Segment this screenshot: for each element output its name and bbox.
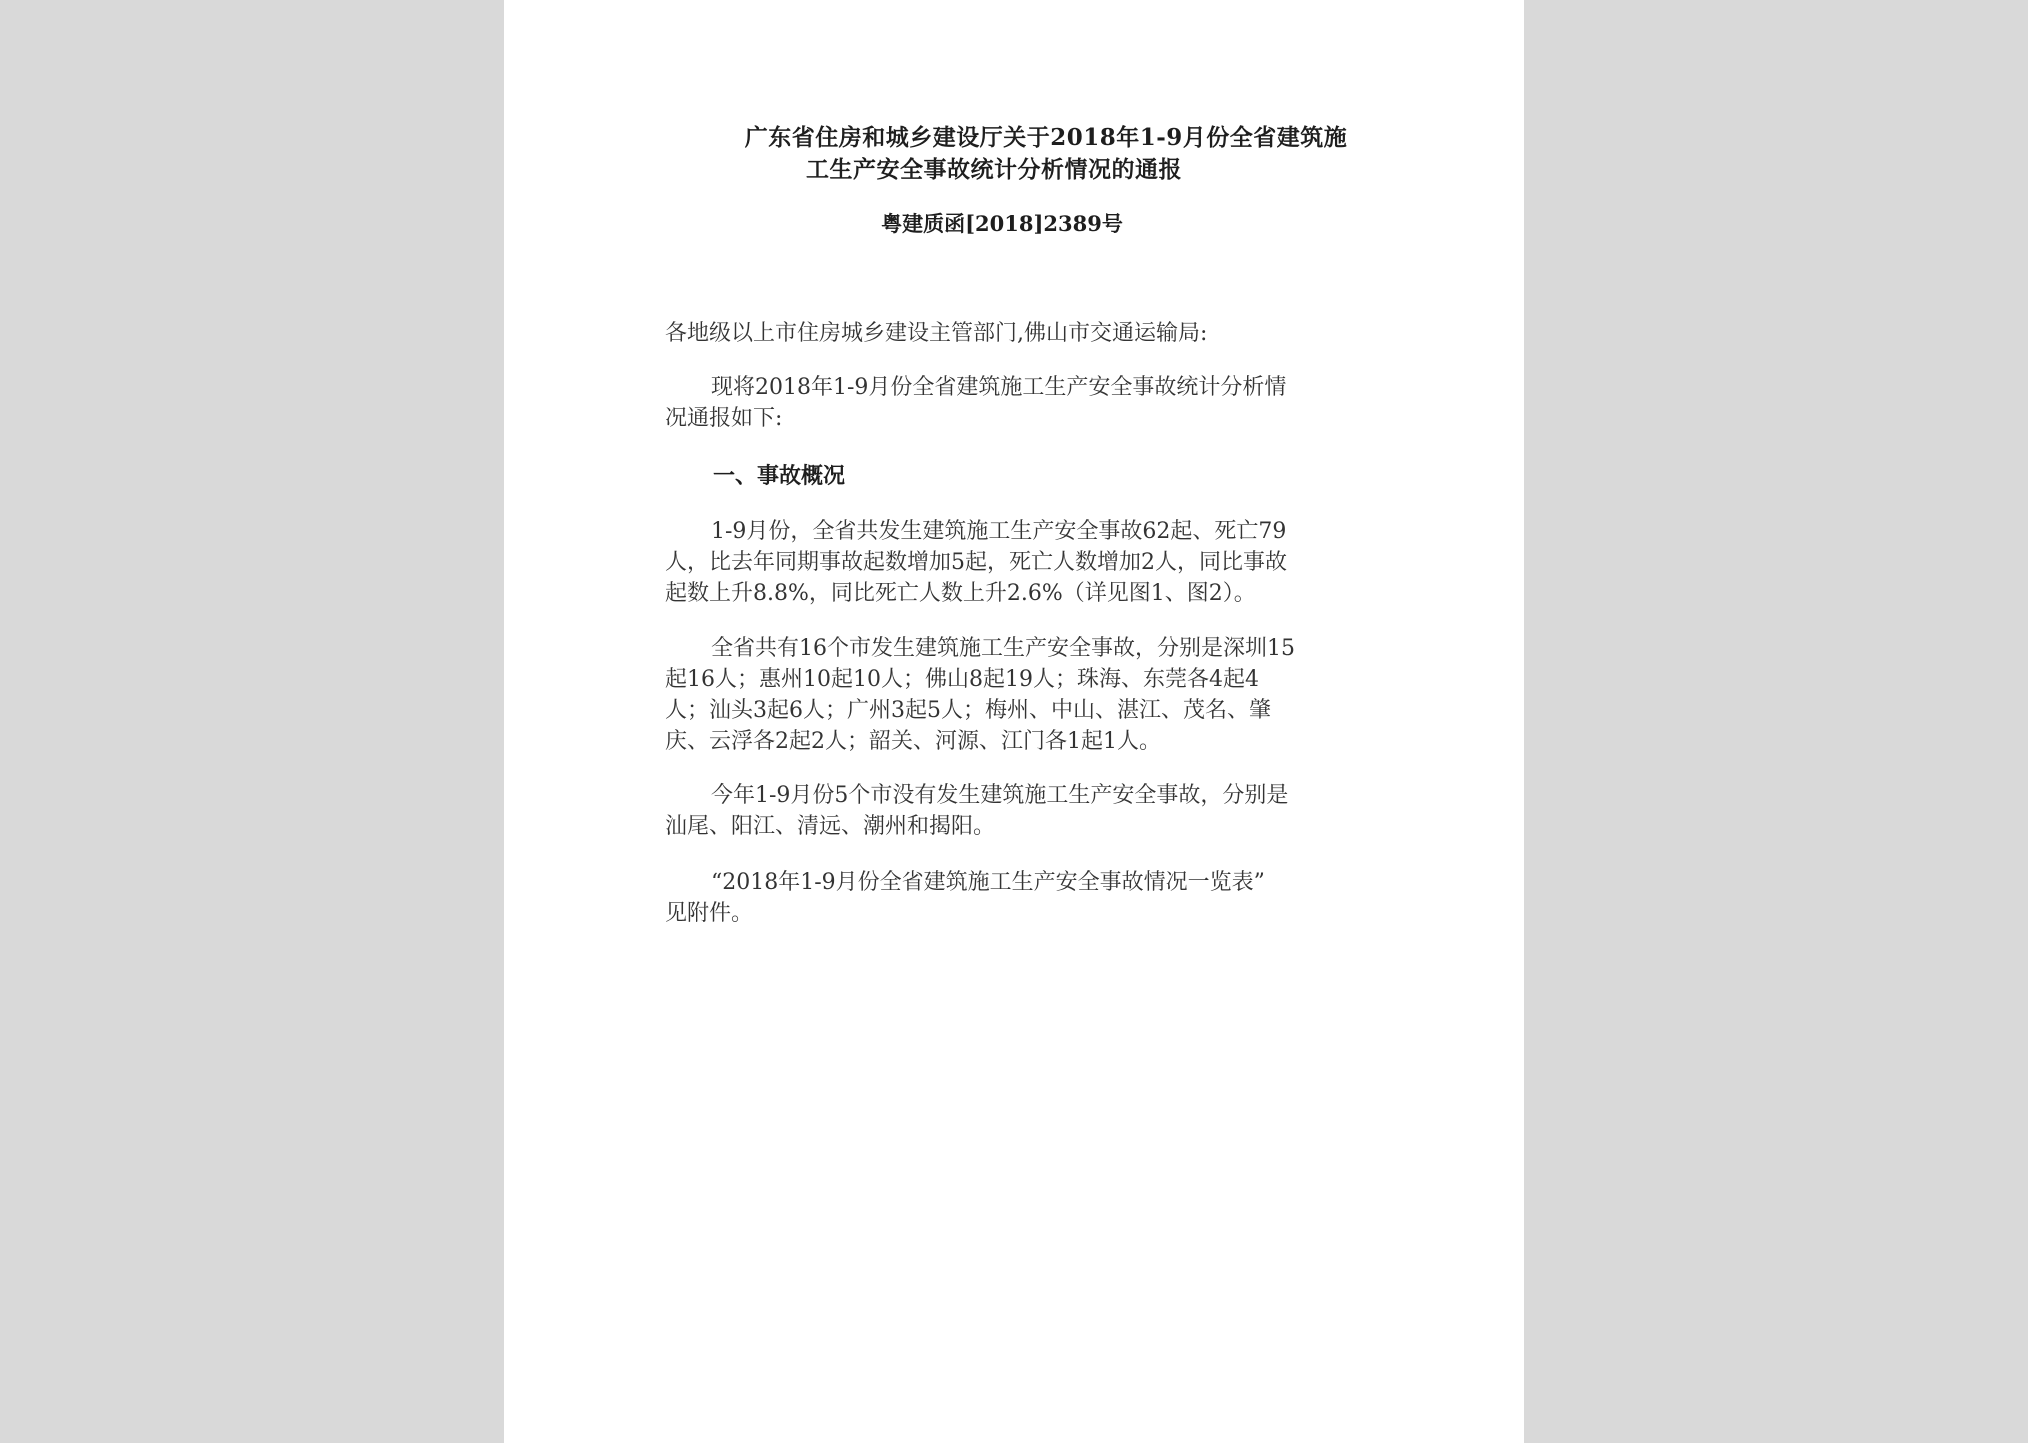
paragraph-intro: [665, 372, 1365, 434]
paragraph-line: 况通报如下:: [665, 406, 783, 431]
paragraph-line: 汕尾、阳江、清远、潮州和揭阳。: [665, 814, 996, 839]
paragraph-attachment: [665, 867, 1365, 929]
paragraph-no-accident-cities: [665, 780, 1365, 842]
paragraph-line: 起16人；惠州10起10人；佛山8起19人；珠海、东莞各4起4: [665, 667, 1259, 692]
paragraph-line: “2018年1-9月份全省建筑施工生产安全事故情况一览表”: [711, 870, 1265, 895]
paragraph-line: 人；汕头3起6人；广州3起5人；梅州、中山、湛江、茂名、肇: [665, 698, 1271, 723]
paragraph-line: 全省共有16个市发生建筑施工生产安全事故，分别是深圳15: [711, 636, 1295, 661]
document-page: [504, 0, 1524, 1443]
document-title-line-1: 广东省住房和城乡建设厅关于2018年1-9月份全省建筑施: [744, 124, 1348, 151]
paragraph-line: 今年1-9月份5个市没有发生建筑施工生产安全事故，分别是: [711, 783, 1289, 808]
paragraph-cities: [665, 633, 1365, 757]
salutation: 各地级以上市住房城乡建设主管部门,佛山市交通运输局:: [665, 321, 1208, 346]
section-heading: 一、事故概况: [713, 463, 846, 489]
paragraph-overview: [665, 516, 1365, 609]
document-title-line-2: 工生产安全事故统计分析情况的通报: [806, 156, 1182, 183]
paragraph-line: 现将2018年1-9月份全省建筑施工生产安全事故统计分析情: [711, 375, 1287, 400]
paragraph-line: 1-9月份，全省共发生建筑施工生产安全事故62起、死亡79: [711, 519, 1287, 544]
paragraph-line: 庆、云浮各2起2人；韶关、河源、江门各1起1人。: [665, 729, 1161, 754]
paragraph-line: 起数上升8.8%，同比死亡人数上升2.6%（详见图1、图2）。: [665, 581, 1256, 606]
paragraph-line: 人，比去年同期事故起数增加5起，死亡人数增加2人，同比事故: [665, 550, 1287, 575]
document-number: 粤建质函[2018]2389号: [881, 211, 1123, 236]
paragraph-line: 见附件。: [665, 901, 754, 926]
